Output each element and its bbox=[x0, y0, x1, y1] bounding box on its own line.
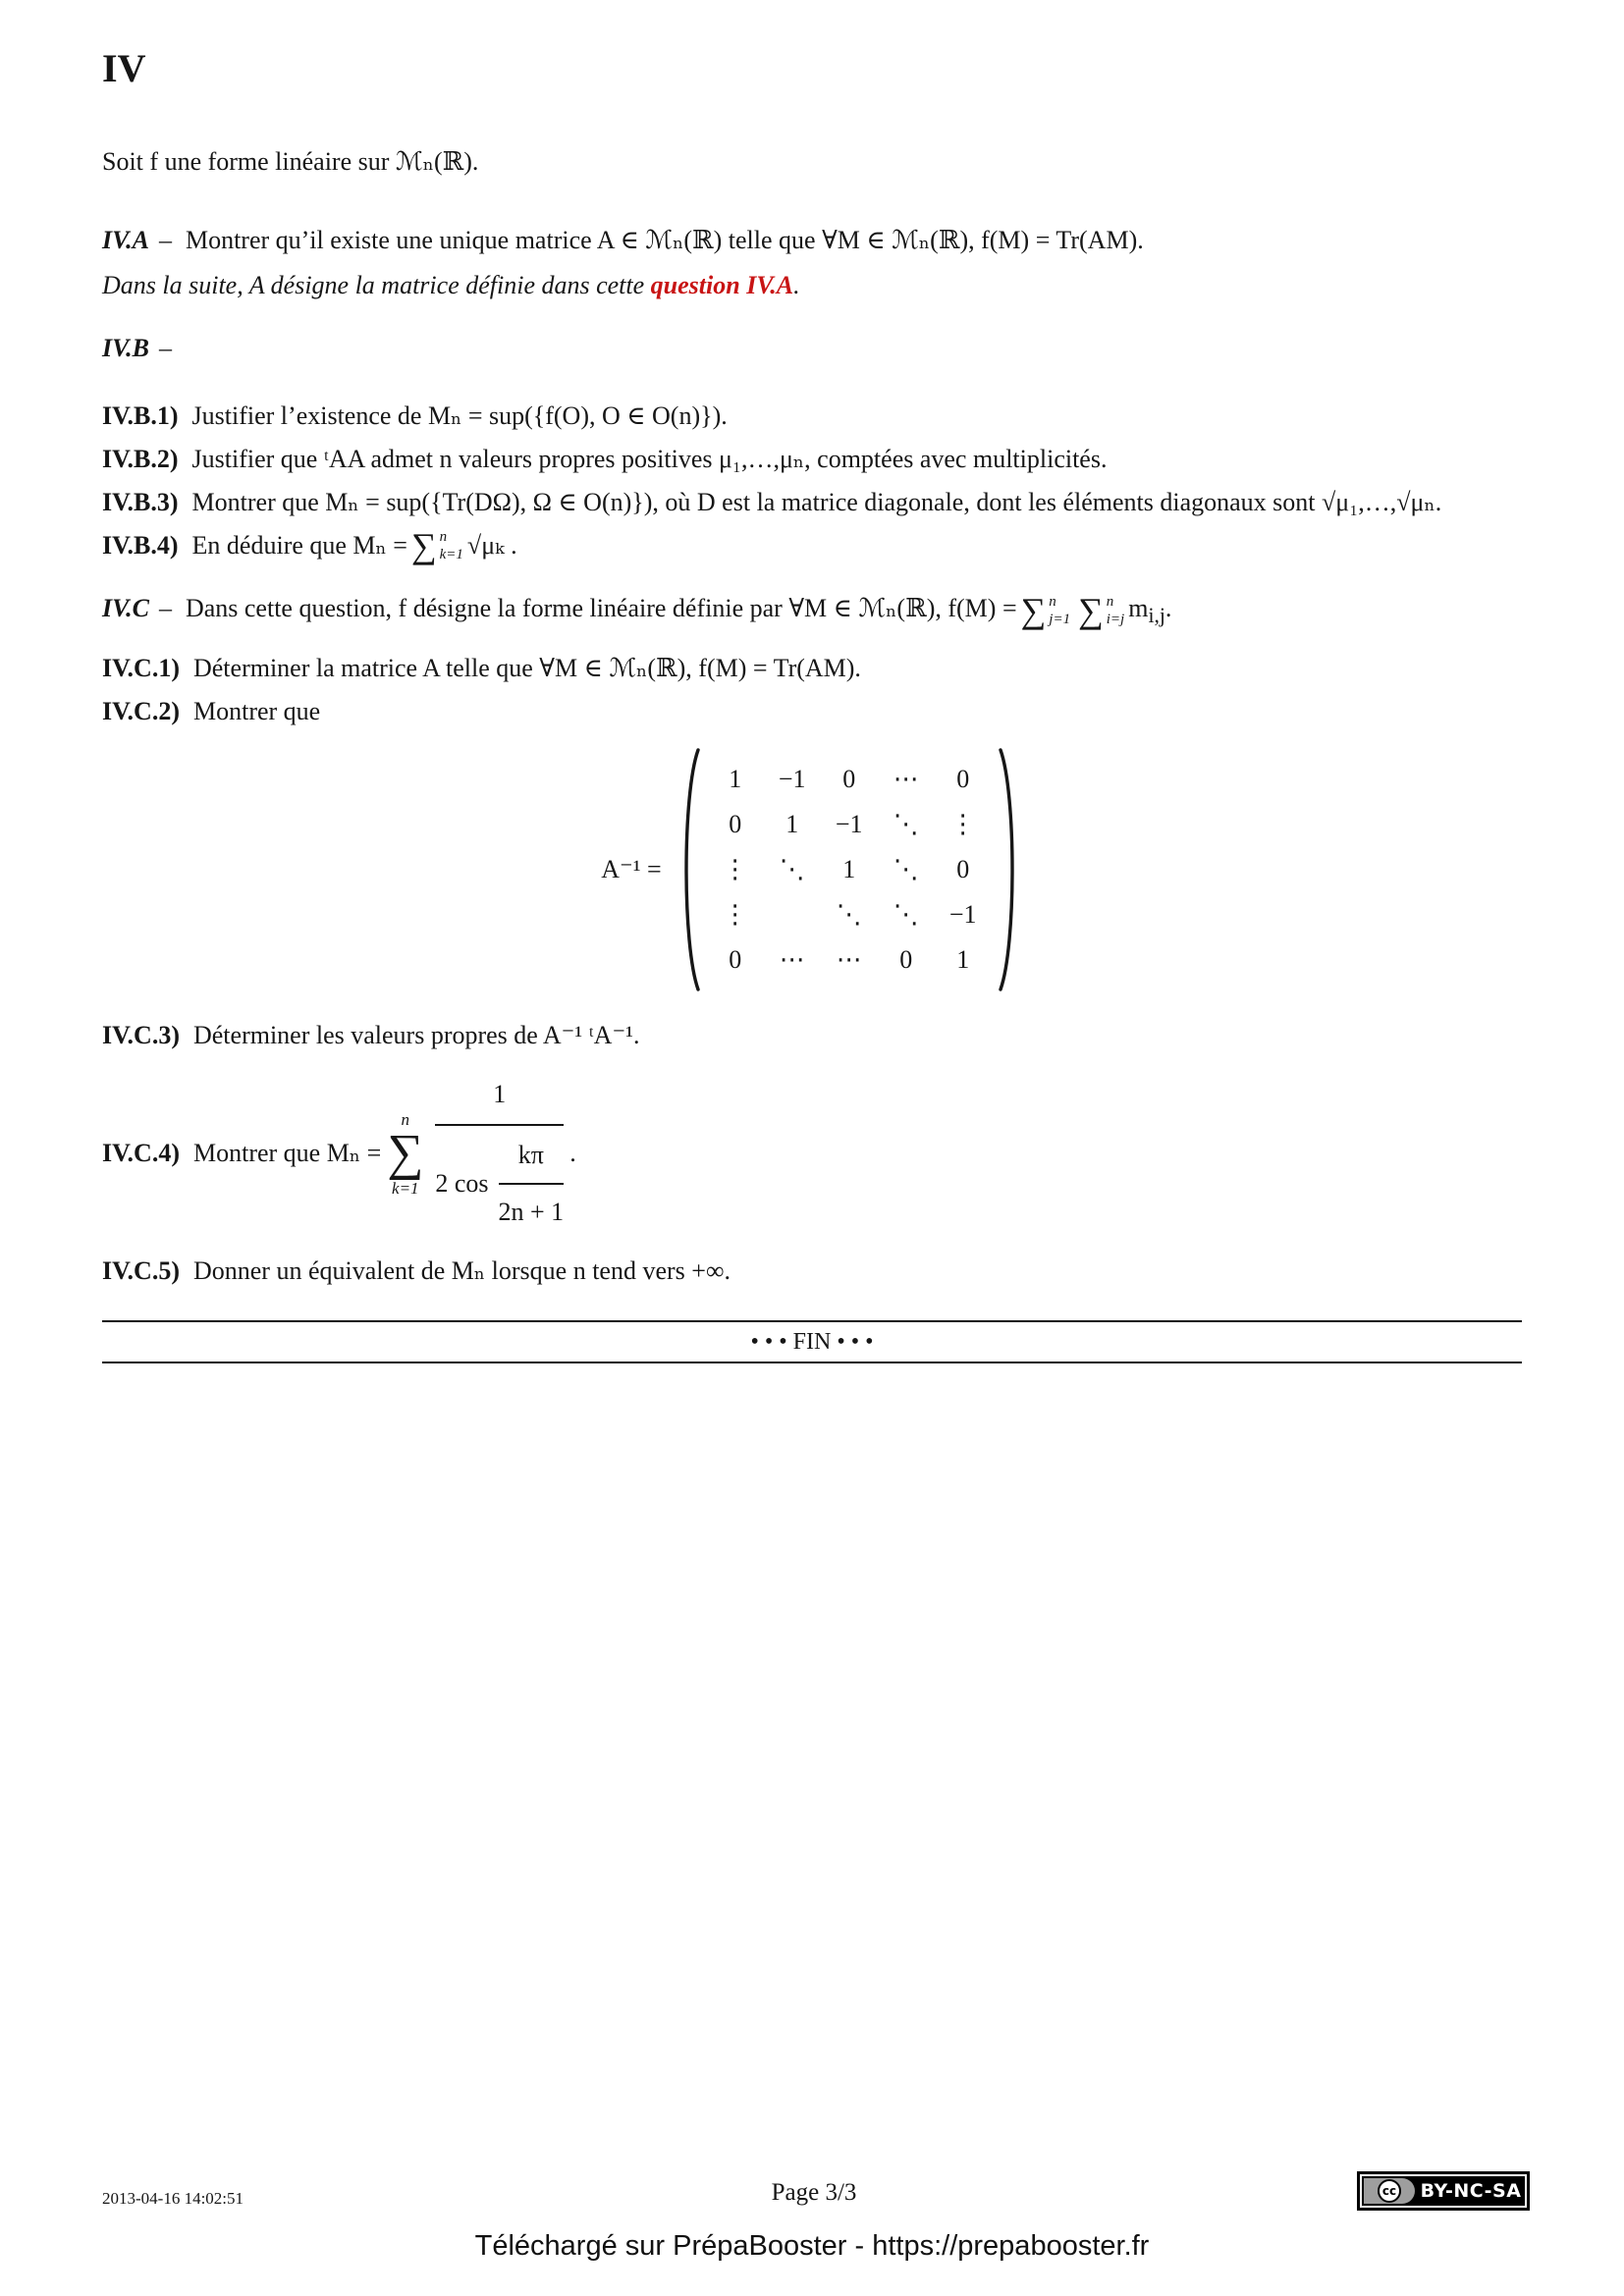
item-ivc3-text: Déterminer les valeurs propres de A⁻¹ ᵗA⁻¹. bbox=[192, 1021, 640, 1050]
red-question-ref: question IV.A bbox=[650, 271, 794, 299]
item-ivc2 bbox=[102, 690, 1522, 733]
question-ivc-dash: – bbox=[158, 594, 172, 622]
footer-timestamp: 2013-04-16 14:02:51 bbox=[102, 2189, 244, 2208]
item-ivb4 bbox=[102, 524, 1522, 567]
note-suffix: . bbox=[793, 271, 800, 299]
item-ivc2-text: Montrer que bbox=[192, 697, 321, 726]
sum-inline-i bbox=[1078, 591, 1125, 631]
fin-text: • • • FIN • • • bbox=[750, 1329, 874, 1356]
matrix-cell: −1 bbox=[835, 810, 863, 839]
matrix-cell: 0 bbox=[899, 945, 913, 975]
fin-separator bbox=[102, 1320, 1522, 1363]
item-ivb4-text: En déduire que Mₙ = bbox=[191, 531, 407, 560]
matrix-cell: ⋱ bbox=[893, 900, 919, 930]
matrix-cell: ⋮ bbox=[722, 855, 748, 884]
matrix-cell: 0 bbox=[729, 810, 742, 839]
item-ivc4-text: Montrer que Mₙ = bbox=[192, 1139, 382, 1168]
right-paren bbox=[996, 747, 1023, 992]
cc-license-label: BY-NC-SA bbox=[1420, 2180, 1522, 2202]
item-ivc4 bbox=[102, 1073, 1522, 1234]
left-paren bbox=[676, 747, 703, 992]
item-ivc2-label: IV.C.2) bbox=[102, 697, 180, 726]
matrix-cell: ⋱ bbox=[893, 810, 919, 839]
note-prefix: Dans la suite, A désigne la matrice définie dans cette bbox=[102, 271, 651, 299]
matrix-cell: ⋯ bbox=[779, 945, 805, 975]
page-footer bbox=[102, 2175, 1526, 2218]
item-ivc4-period: . bbox=[569, 1139, 576, 1168]
question-ivb-header bbox=[102, 332, 1522, 365]
fraction-outer bbox=[435, 1073, 564, 1234]
matrix-cell: ⋱ bbox=[893, 855, 919, 884]
sum-limits bbox=[1049, 593, 1070, 628]
cc-logo-icon: cc bbox=[1378, 2179, 1401, 2203]
denominator-prefix: 2 cos bbox=[435, 1169, 489, 1199]
item-ivb1-text: Justifier l’existence de Mₙ = sup({f(O), O ∈ O(n)}). bbox=[191, 401, 728, 430]
matrix-cell: ⋯ bbox=[893, 765, 919, 794]
fraction-inner bbox=[499, 1134, 565, 1234]
item-ivc3 bbox=[102, 1014, 1522, 1057]
fraction-denominator bbox=[435, 1126, 564, 1234]
cc-license-badge[interactable] bbox=[1357, 2171, 1530, 2211]
item-ivc5-text: Donner un équivalent de Mₙ lorsque n tend vers +∞. bbox=[192, 1256, 731, 1286]
question-iva-dash: – bbox=[158, 226, 172, 254]
sum-lower: k=1 bbox=[392, 1178, 419, 1198]
item-ivb2-label: IV.B.2) bbox=[102, 445, 179, 473]
sum-lower: k=1 bbox=[439, 547, 463, 562]
sum-inline bbox=[411, 528, 463, 563]
sigma-symbol: ∑ bbox=[1020, 591, 1047, 631]
matrix-cell: 1 bbox=[842, 855, 856, 884]
matrix-cell bbox=[764, 892, 821, 937]
sum-inline-j bbox=[1020, 591, 1071, 631]
sigma-symbol: ∑ bbox=[387, 1124, 424, 1181]
inner-numerator: kπ bbox=[499, 1134, 565, 1185]
item-ivc1-label: IV.C.1) bbox=[102, 654, 180, 683]
matrix-cell: −1 bbox=[778, 765, 806, 794]
item-ivc1-text: Déterminer la matrice A telle que ∀M ∈ ℳₙ(ℝ), f(M) = Tr(AM). bbox=[192, 654, 861, 683]
matrix-cell: 1 bbox=[729, 765, 742, 794]
item-ivb3 bbox=[102, 481, 1522, 524]
question-ivb-dash: – bbox=[158, 334, 172, 362]
ivc-intro-period: . bbox=[1164, 594, 1172, 622]
item-ivb2-text: Justifier que ᵗAA admet n valeurs propres positives μ₁,…,μₙ, comptées avec multiplicités. bbox=[191, 445, 1108, 473]
matrix-cell: ⋮ bbox=[949, 810, 976, 839]
m-term-base: m bbox=[1128, 594, 1149, 622]
question-iva-text: Montrer qu’il existe une unique matrice A ∈ ℳₙ(ℝ) telle que ∀M ∈ ℳₙ(ℝ), f(M) = Tr(AM). bbox=[185, 226, 1144, 254]
sum-upper: n bbox=[401, 1109, 410, 1129]
matrix-cell: 0 bbox=[842, 765, 856, 794]
item-ivc3-label: IV.C.3) bbox=[102, 1021, 180, 1050]
matrix-cell: ⋱ bbox=[779, 855, 805, 884]
sum-upper: n bbox=[439, 529, 448, 545]
bottom-rule bbox=[102, 1362, 1522, 1363]
inner-denominator: 2n + 1 bbox=[498, 1198, 565, 1227]
sum-lower: j=1 bbox=[1049, 612, 1071, 628]
matrix-lhs: A⁻¹ = bbox=[601, 855, 662, 884]
item-ivb1-label: IV.B.1) bbox=[102, 401, 179, 430]
matrix-equation bbox=[102, 747, 1522, 992]
item-ivc5 bbox=[102, 1250, 1522, 1293]
sigma-symbol: ∑ bbox=[1078, 591, 1104, 631]
fraction-numerator: 1 bbox=[435, 1073, 564, 1126]
intro-text: Soit f une forme linéaire sur ℳₙ(ℝ). bbox=[102, 147, 479, 176]
item-ivb4-tail: √μₖ . bbox=[466, 531, 517, 560]
item-ivc4-label: IV.C.4) bbox=[102, 1139, 180, 1168]
item-ivb2 bbox=[102, 438, 1522, 481]
sum-limits bbox=[440, 528, 463, 563]
question-iva-note bbox=[102, 271, 800, 299]
m-term-subscript: i,j bbox=[1148, 604, 1165, 628]
question-ivc-text: Dans cette question, f désigne la forme linéaire définie par ∀M ∈ ℳₙ(ℝ), f(M) = bbox=[185, 594, 1017, 622]
sigma-symbol: ∑ bbox=[410, 526, 437, 565]
matrix-cell: 1 bbox=[956, 945, 970, 975]
matrix-cell: 0 bbox=[956, 765, 970, 794]
sum-display bbox=[387, 1108, 423, 1200]
item-ivb4-label: IV.B.4) bbox=[102, 531, 179, 560]
sum-upper: n bbox=[1049, 594, 1056, 611]
footer-page-number: Page 3/3 bbox=[771, 2179, 857, 2206]
question-ivb-label: IV.B bbox=[102, 334, 149, 362]
item-ivb3-label: IV.B.3) bbox=[102, 488, 179, 516]
section-title: IV bbox=[102, 46, 146, 90]
item-ivc1 bbox=[102, 647, 1522, 690]
matrix-cell: ⋯ bbox=[836, 945, 862, 975]
cc-logo-background bbox=[1364, 2178, 1415, 2204]
matrix-grid bbox=[707, 757, 992, 983]
item-ivb1 bbox=[102, 395, 1522, 438]
item-ivc5-label: IV.C.5) bbox=[102, 1256, 180, 1286]
matrix-cell: 0 bbox=[729, 945, 742, 975]
download-note[interactable]: Téléchargé sur PrépaBooster - https://prepabooster.fr bbox=[474, 2230, 1150, 2262]
matrix-cell: ⋮ bbox=[722, 900, 748, 930]
question-ivc-header bbox=[102, 587, 1522, 637]
sum-lower: i=j bbox=[1106, 612, 1125, 628]
sum-upper: n bbox=[1106, 594, 1114, 611]
item-ivb3-text: Montrer que Mₙ = sup({Tr(DΩ), Ω ∈ O(n)}), où D est la matrice diagonale, dont les éléments diagonaux sont √μ₁,…,√μₙ. bbox=[191, 488, 1442, 516]
matrix-cell: 0 bbox=[956, 855, 970, 884]
question-iva bbox=[102, 218, 1522, 308]
matrix-cell: ⋱ bbox=[836, 900, 862, 930]
question-iva-label: IV.A bbox=[102, 226, 149, 254]
matrix-cell: −1 bbox=[948, 900, 977, 930]
question-ivc-label: IV.C bbox=[102, 594, 149, 622]
matrix-cell: 1 bbox=[785, 810, 799, 839]
sum-limits bbox=[1107, 593, 1124, 628]
